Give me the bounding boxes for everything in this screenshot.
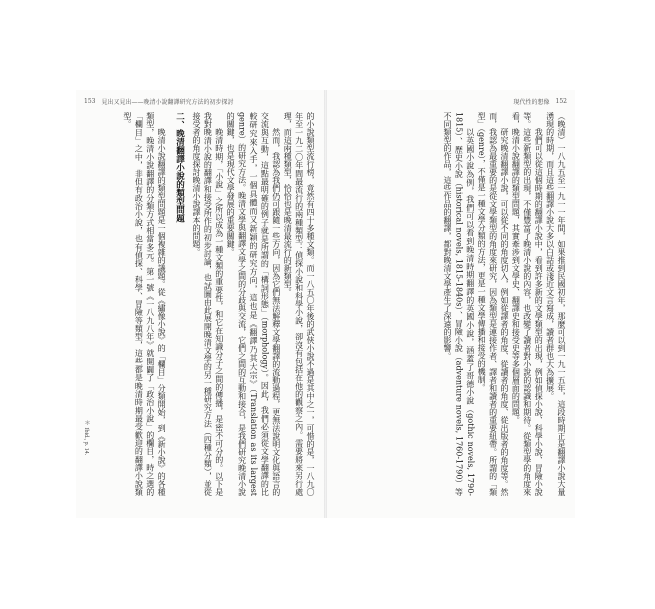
section-heading: 二、晚清翻譯小說的類型問題 xyxy=(174,112,185,223)
left-running-title: 見出又見出——晚清小說翻譯研究方法的初步探討 xyxy=(101,99,234,106)
right-running-head xyxy=(514,97,567,106)
right-page xyxy=(327,90,575,518)
left-paragraph: 然而，我認為我們仍可跟隨一些方向，因為它們無法解釋文學翻譯的流動過程，更無法說明文化與語言的交流與互動，這點最明確的例子就是所謂的「構詞形態」（morphology）。因此，我們必須從文學翻譯的比較研究來入手，一個具體而又新穎的研究方向，這也是《翻譯乃其大宗》（Translation as its largest genre）的研究方法。晚清文學與翻譯文學之間的分歧與交流，它們之間的互動和接合，是我們研究晚清小說的關鍵，也是現代文學發展的重要關鍵。 xyxy=(226,112,281,496)
right-paragraph: 研究晚清翻譯小說，可以從不同的角度切入，例如從譯者的角度、從讀者的角度、從出版者的角度等。然而，我認為最重要的是從文學類型的角度來研究，因為類型是連接作者、譯者和讀者的重要紐帶。所謂的「類型」（genre），不僅是一種文學分類的方法，更是一種文學傳播和接受的機制。 xyxy=(477,112,509,496)
right-paragraph: （晚清）一八九五至一九一一年間，如果推到民國初年，那麼可以到一九一五年，這段時期正是翻譯小說大量湧現的時期，而且這些翻譯小說大多以白話或淺近文言寫成，讀者群也大為擴展。 xyxy=(545,112,566,496)
left-paragraph: 晚清小說翻譯的類型問題是一個複雜的議題。從《繡像小說》的「欄目」分類開始，到《新小說》的各種類型，晚清小說翻譯的分類方式相當多元。第一號《一八九八年》就開闢了「政治小說」的欄目，時之選的「欄目」之中，非但有政治小說，也有偵探、科學、冒險等類型，這些都是晚清時期最受歡迎的翻譯小說類型。 xyxy=(122,112,167,496)
right-body-text xyxy=(335,112,567,496)
left-running-head xyxy=(84,97,233,106)
right-page-number: 152 xyxy=(555,98,567,105)
left-page-number: 153 xyxy=(84,98,96,105)
left-page xyxy=(76,90,324,518)
left-paragraph: 的小說類型流行榜，竟然有四十多種文類。而一八五〇年後的武俠小說不過是其中之一，可惜的是，一八九〇年至一九二〇年間最流行的兩種類型：偵探小說和科學小說，卻沒有包括在他的觀察之內。需要將來另行處理，而這兩種類型，恰恰也是晚清最流行的新類型。 xyxy=(283,112,315,496)
left-body-text xyxy=(84,112,316,496)
footnote-marker: ＊ Ibid., p. 14. xyxy=(83,420,89,456)
right-paragraph: 我們可以從這個時期的翻譯小說中，看到許多新的文學類型的出現，例如偵探小說、科學小說、冒險小說等。這些新類型的出現，不僅豐富了晚清小說的內容，也改變了讀者對小說的認識和期待。從類型學的角度來看，晚清小說翻譯的類型問題，其實牽涉到文學史、翻譯史和接受史等多個層面的問題。 xyxy=(511,112,544,496)
left-paragraph: 晚清時期，「小說」之所以成為一種文類的重要性，和它在知識分子之間的傳播，是密不可分的。以下是我對晚清小說的翻譯和接受所作的初步討論，也試圖由此展開晚清文學的另一種研究方法（四種分類），並從接受者的角度探討晚清小說譯本的問題。 xyxy=(191,112,224,496)
right-running-title: 現代性的想像 xyxy=(513,99,550,106)
right-paragraph: 以英國小說為例，我們可以看到晚清時期翻譯的英國小說，涵蓋了哥德小說（gothic novels, 1790-1815）、歷史小說（historical novels, 1815-1840s）、冒險小說（adventure novels, 1760-1790）等不同類型的作品，這些作品的翻譯，都對晚清文學產生了深遠的影響。 xyxy=(442,112,475,496)
